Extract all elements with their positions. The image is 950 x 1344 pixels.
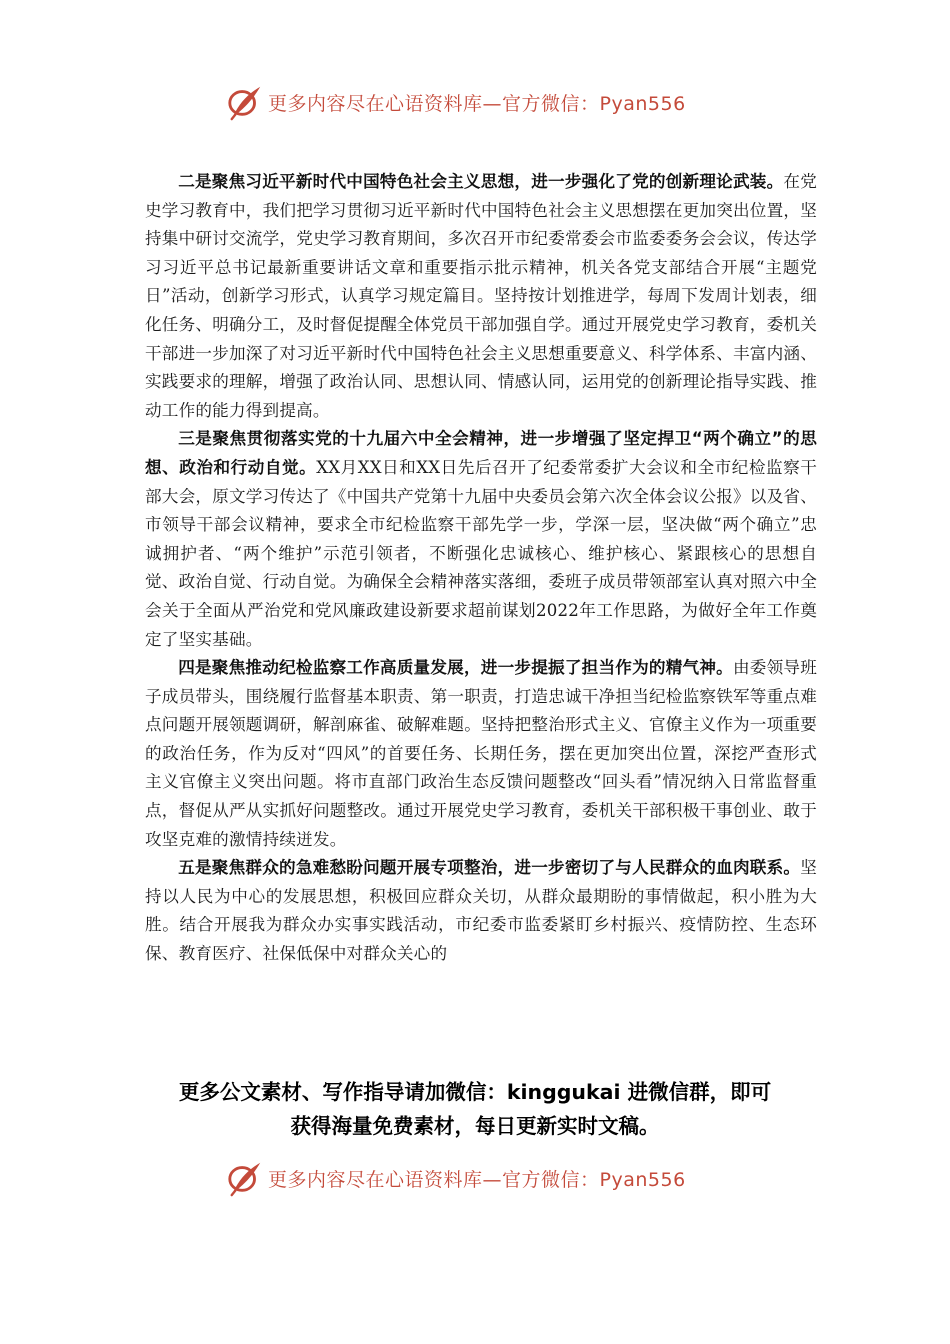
paragraph-lead: 五是聚焦群众的急难愁盼问题开展专项整治，进一步密切了与人民群众的血肉联系。 bbox=[178, 858, 801, 878]
quill-logo-icon bbox=[226, 83, 264, 121]
footer-banner-text: 更多内容尽在心语资料库—官方微信：Pyan556 bbox=[268, 1168, 686, 1191]
paragraph-4 bbox=[145, 654, 817, 854]
paragraph-5 bbox=[145, 854, 817, 968]
paragraph-lead: 二是聚焦习近平新时代中国特色社会主义思想，进一步强化了党的创新理论武装。 bbox=[178, 172, 784, 191]
paragraph-body: 坚持以人民为中心的发展思想，积极回应群众关切，从群众最期盼的事情做起，积小胜为大胜。结合开展我为群众办实事实践活动，市纪委市监委紧盯乡村振兴、疫情防控、生态环保、教育医疗、社保低保中对群众关心的 bbox=[145, 858, 817, 964]
header-banner-text: 更多内容尽在心语资料库—官方微信：Pyan556 bbox=[268, 92, 686, 115]
promo-line-2: 获得海量免费素材，每日更新实时文稿。 bbox=[290, 1114, 660, 1138]
quill-logo-icon bbox=[226, 1159, 264, 1197]
paragraph-body: 由委领导班子成员带头，围绕履行监督基本职责、第一职责，打造忠诚干净担当纪检监察铁军等重点难点问题开展领题调研，解剖麻雀、破解难题。坚持把整治形式主义、官僚主义作为一项重要的政治任务，作为反对“四风”的首要任务、长期任务，摆在更加突出位置，深挖严查形式主义官僚主义突出问题。将市直部门政治生态反馈问题整改“回头看”情况纳入日常监督重点，督促从严从实抓好问题整改。通过开展党史学习教育，委机关干部积极干事创业、敢于攻坚克难的激情持续迸发。 bbox=[145, 658, 817, 849]
paragraph-3 bbox=[145, 425, 817, 654]
document-body bbox=[145, 168, 817, 969]
promo-notice bbox=[120, 1075, 830, 1143]
paragraph-body: 在党史学习教育中，我们把学习贯彻习近平新时代中国特色社会主义思想摆在更加突出位置，坚持集中研讨交流学，党史学习教育期间，多次召开市纪委常委会市监委委务会会议，传达学习习近平总书记最新重要讲话文章和重要指示批示精神，机关各党支部结合开展“主题党日”活动，创新学习形式，认真学习规定篇目。坚持按计划推进学，每周下发周计划表，细化任务、明确分工，及时督促提醒全体党员干部加强自学。通过开展党史学习教育，委机关干部进一步加深了对习近平新时代中国特色社会主义思想重要意义、科学体系、丰富内涵、实践要求的理解，增强了政治认同、思想认同、情感认同，运用党的创新理论指导实践、推动工作的能力得到提高。 bbox=[145, 172, 817, 420]
paragraph-lead: 四是聚焦推动纪检监察工作高质量发展，进一步提振了担当作为的精气神。 bbox=[178, 658, 733, 678]
paragraph-body: XX月XX日和XX日先后召开了纪委常委扩大会议和全市纪检监察干部大会，原文学习传达了《中国共产党第十九届中央委员会第六次全体会议公报》以及省、市领导干部会议精神，要求全市纪检监察干部先学一步，学深一层，坚决做“两个确立”忠诚拥护者、“两个维护”示范引领者，不断强化忠诚核心、维护核心、紧跟核心的思想自觉、政治自觉、行动自觉。为确保全会精神落实落细，委班子成员带领部室认真对照六中全会关于全面从严治党和党风廉政建设新要求超前谋划2022年工作思路，为做好全年工作奠定了坚实基础。 bbox=[145, 457, 817, 649]
paragraph-2 bbox=[145, 168, 817, 425]
footer-banner bbox=[226, 1158, 746, 1198]
promo-line-1: 更多公文素材、写作指导请加微信：kinggukai 进微信群，即可 bbox=[178, 1080, 772, 1104]
paragraph-lead: 三是聚焦贯彻落实党的十九届六中全会精神，进一步增强了坚定捍卫“两个确立”的思想、政治和行动自觉。 bbox=[145, 429, 817, 477]
header-banner bbox=[226, 82, 746, 122]
